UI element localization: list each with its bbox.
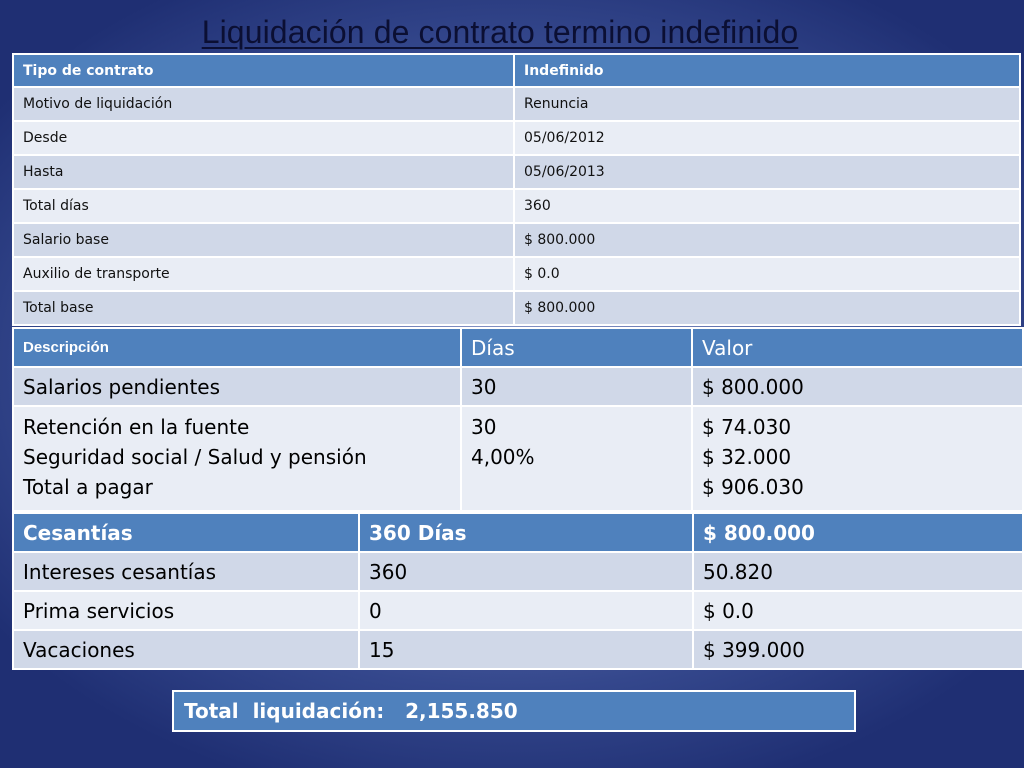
table-row: [13, 367, 1023, 406]
table-cell: Vacaciones: [13, 630, 359, 669]
salary-table: [12, 327, 1024, 512]
table-cell: Motivo de liquidación: [13, 87, 514, 121]
table-cell: $ 0.0: [514, 257, 1020, 291]
table-cell: $ 800.000: [514, 291, 1020, 325]
table-cell: Desde: [13, 121, 514, 155]
cell-line: Total a pagar: [23, 475, 153, 499]
contract-header-row: [13, 54, 1020, 87]
table-cell: [461, 406, 692, 511]
table-cell: 05/06/2013: [514, 155, 1020, 189]
cell-line: Seguridad social / Salud y pensión: [23, 445, 367, 469]
table-cell: 360: [514, 189, 1020, 223]
cell-line: $ 32.000: [702, 445, 792, 469]
cell-line: Retención en la fuente: [23, 415, 250, 439]
cell-line: 4,00%: [471, 445, 535, 469]
salary-header-row: [13, 328, 1023, 367]
table-cell: 15: [359, 630, 693, 669]
contract-header-cell: Indefinido: [514, 54, 1020, 87]
table-cell: $ 800.000: [692, 367, 1023, 406]
table-row: [13, 87, 1020, 121]
contract-header-cell: Tipo de contrato: [13, 54, 514, 87]
table-cell: 0: [359, 591, 693, 630]
table-cell: 30: [461, 367, 692, 406]
table-row: [13, 121, 1020, 155]
table-row: [13, 189, 1020, 223]
total-liquidation-box: Total liquidación: 2,155.850: [172, 690, 856, 732]
contract-table: [12, 53, 1021, 326]
table-cell: Salarios pendientes: [13, 367, 461, 406]
table-row: [13, 155, 1020, 189]
table-cell: Salario base: [13, 223, 514, 257]
table-row: [13, 291, 1020, 325]
table-row: [13, 630, 1023, 669]
benefits-header-cell: 360 Días: [359, 513, 693, 552]
cell-line: $ 74.030: [702, 415, 792, 439]
table-cell: [13, 406, 461, 511]
table-cell: $ 399.000: [693, 630, 1023, 669]
table-cell: 360: [359, 552, 693, 591]
salary-header-cell: Valor: [692, 328, 1023, 367]
benefits-header-cell: $ 800.000: [693, 513, 1023, 552]
salary-header-cell: Descripción: [13, 328, 461, 367]
benefits-table: [12, 512, 1024, 670]
table-cell: Total días: [13, 189, 514, 223]
table-row: [13, 406, 1023, 511]
table-cell: Intereses cesantías: [13, 552, 359, 591]
table-cell: $ 800.000: [514, 223, 1020, 257]
cell-line: 30: [471, 415, 497, 439]
cell-line: $ 906.030: [702, 475, 804, 499]
table-cell: $ 0.0: [693, 591, 1023, 630]
table-cell: Auxilio de transporte: [13, 257, 514, 291]
benefits-header-cell: Cesantías: [13, 513, 359, 552]
table-cell: Total base: [13, 291, 514, 325]
table-row: [13, 591, 1023, 630]
table-cell: Renuncia: [514, 87, 1020, 121]
salary-header-cell: Días: [461, 328, 692, 367]
table-cell: 50.820: [693, 552, 1023, 591]
table-row: [13, 223, 1020, 257]
table-cell: Prima servicios: [13, 591, 359, 630]
page-title: Liquidación de contrato termino indefinido: [201, 14, 799, 50]
table-cell: [692, 406, 1023, 511]
table-cell: Hasta: [13, 155, 514, 189]
benefits-header-row: [13, 513, 1023, 552]
table-row: [13, 257, 1020, 291]
table-row: [13, 552, 1023, 591]
table-cell: 05/06/2012: [514, 121, 1020, 155]
